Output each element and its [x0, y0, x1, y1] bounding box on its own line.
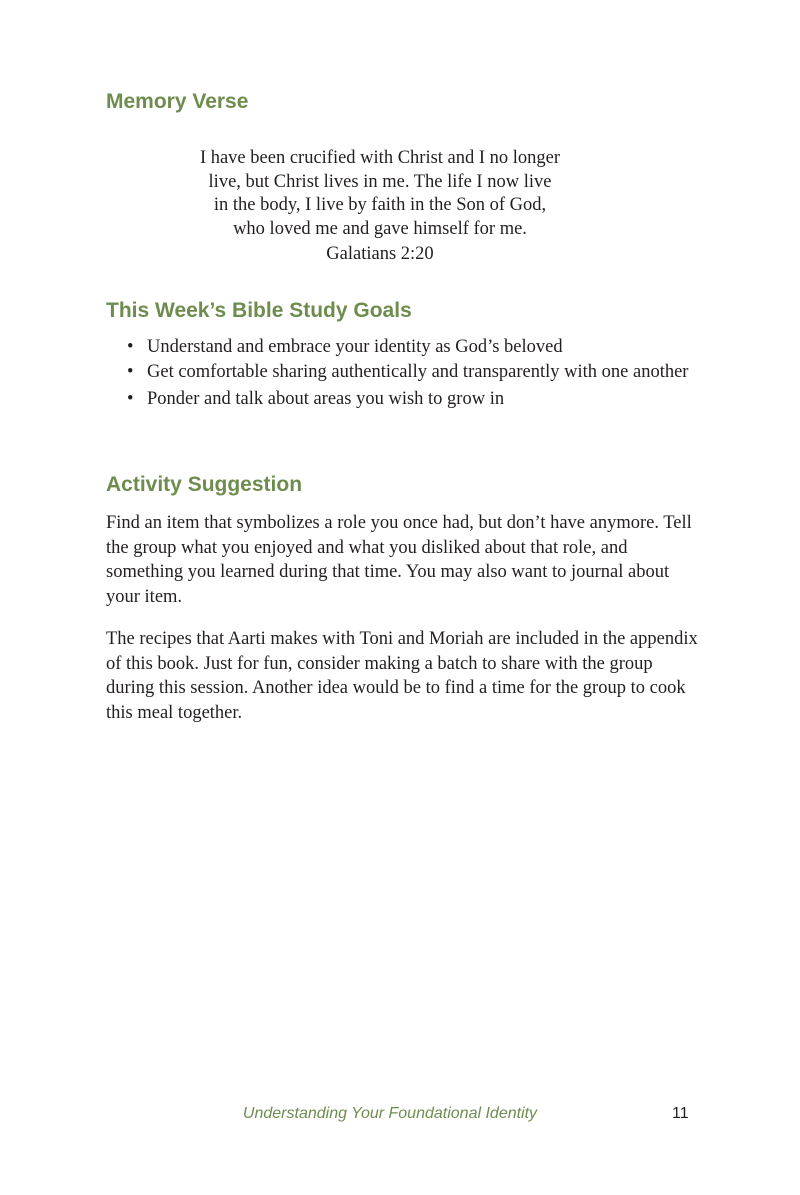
- verse-line: live, but Christ lives in me. The life I now live: [208, 171, 552, 192]
- bullet-icon: •: [127, 362, 134, 382]
- verse-line: I have been crucified with Christ and I no longer: [199, 148, 561, 168]
- memory-verse-text: [180, 147, 580, 241]
- study-goals-heading: This Week’s Bible Study Goals: [106, 299, 412, 322]
- activity-paragraph: The recipes that Aarti makes with Toni and Moriah are included in the appendix of this book. Just for fun, consider making a batch to share with the group during this session. Another idea would be to find a time for the group to cook this meal together.: [106, 629, 698, 723]
- study-goals-list: [127, 334, 697, 412]
- verse-line: who loved me and gave himself for me.: [233, 218, 527, 239]
- bullet-icon: •: [127, 337, 134, 357]
- memory-verse-heading: Memory Verse: [106, 90, 249, 113]
- activity-heading: Activity Suggestion: [106, 473, 303, 496]
- goal-text: Get comfortable sharing authentically and transparently with one another: [147, 362, 689, 382]
- goal-text: Understand and embrace your identity as God’s beloved: [147, 337, 563, 357]
- goal-text: Ponder and talk about areas you wish to grow in: [147, 389, 505, 409]
- verse-line: in the body, I live by faith in the Son of God,: [213, 195, 547, 215]
- bullet-icon: •: [127, 389, 134, 409]
- list-item: [127, 386, 697, 412]
- activity-paragraph: Find an item that symbolizes a role you once had, but don’t have anymore. Tell the group what you enjoyed and what you disliked about that role, and something you learned during that time. You may also want to journal about your item.: [106, 513, 692, 607]
- running-footer-title: Understanding Your Foundational Identity: [242, 1105, 538, 1122]
- list-item: [127, 334, 697, 360]
- list-item: [127, 360, 697, 384]
- verse-reference: Galatians 2:20: [326, 244, 434, 264]
- page-number: 11: [672, 1105, 689, 1122]
